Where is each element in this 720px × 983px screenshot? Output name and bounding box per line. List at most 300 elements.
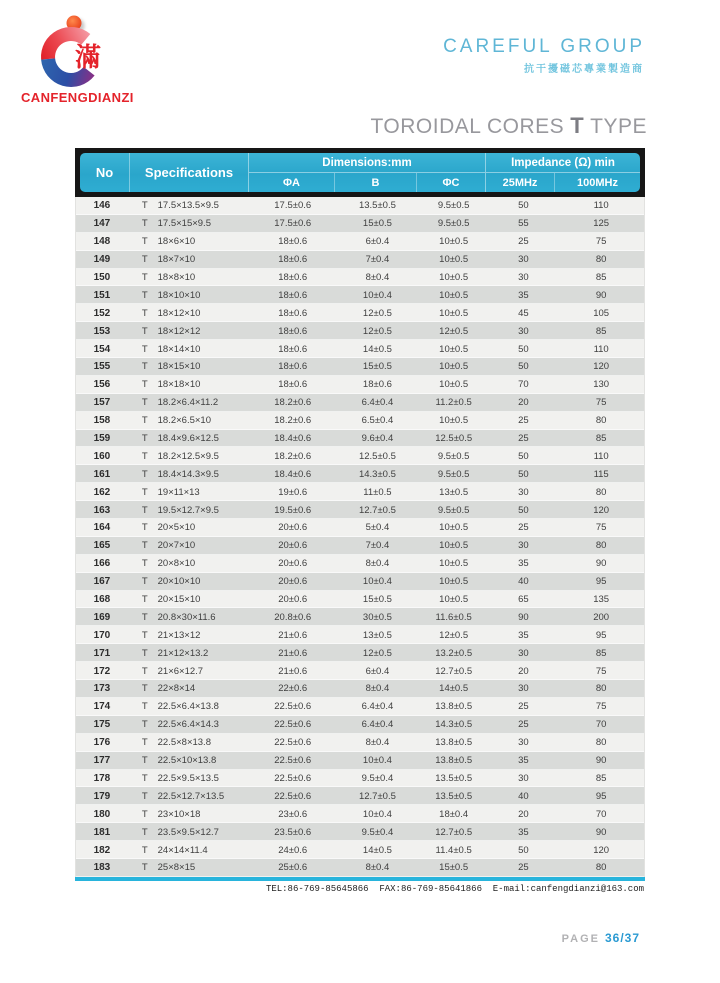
row-phi-c-cell: 10±0.5	[439, 415, 469, 427]
row-100mhz-cell: 120	[593, 504, 610, 516]
row-no-cell: 176	[93, 737, 111, 749]
row-25mhz-cell: 40	[518, 576, 529, 588]
table-row	[76, 215, 644, 233]
row-no-cell: 146	[93, 200, 111, 212]
row-100mhz-cell: 110	[593, 343, 609, 355]
spec-dimensions: 22.5×8×13.8	[157, 737, 211, 749]
row-phi-c-cell: 13.2±0.5	[435, 647, 473, 659]
header-no: No	[80, 153, 130, 192]
row-phi-c-cell: 9.5±0.5	[437, 468, 470, 480]
table-row	[76, 519, 644, 537]
company-tagline: 抗干擾磁芯專業製造商	[524, 64, 644, 75]
row-b-cell: 15±0.5	[362, 594, 392, 606]
table-row	[76, 412, 644, 430]
row-phi-c-cell: 9.5±0.5	[437, 450, 470, 462]
spec-type-prefix: T	[141, 486, 148, 498]
row-25mhz-cell: 30	[518, 272, 529, 283]
header-phi-c: ΦC	[417, 173, 486, 192]
spec-type-prefix: T	[141, 450, 148, 462]
table-body	[75, 197, 645, 877]
row-b-cell: 14±0.5	[362, 844, 392, 856]
row-phi-a-cell: 18.2±0.6	[274, 450, 312, 462]
row-b-cell: 14.3±0.5	[358, 468, 396, 480]
spec-dimensions: 18.4×9.6×12.5	[157, 433, 219, 445]
row-no-cell: 179	[93, 790, 111, 802]
spec-dimensions: 25×8×15	[157, 862, 196, 874]
row-b-cell: 10±0.4	[362, 289, 392, 301]
row-no-cell: 172	[93, 665, 111, 677]
row-no-cell: 147	[93, 218, 111, 230]
row-b-cell: 15±0.5	[362, 218, 392, 230]
row-25mhz-cell: 65	[518, 594, 529, 606]
spec-dimensions: 22.5×12.7×13.5	[157, 790, 225, 802]
row-25mhz-cell: 50	[518, 361, 529, 373]
row-phi-c-cell: 12±0.5	[439, 325, 469, 337]
row-spec-cell	[128, 644, 250, 662]
row-phi-a-cell: 18.4±0.6	[274, 468, 312, 480]
table-row	[76, 680, 644, 698]
row-25mhz-cell: 50	[518, 504, 529, 516]
row-spec-cell	[128, 573, 250, 591]
row-25mhz-cell: 35	[518, 289, 529, 301]
row-no-cell: 149	[93, 254, 111, 266]
row-25mhz-cell: 50	[518, 200, 529, 212]
table-row	[76, 859, 644, 877]
spec-type-prefix: T	[141, 289, 148, 301]
row-100mhz-cell: 85	[595, 647, 607, 659]
row-spec-cell	[128, 340, 250, 358]
page-label: PAGE	[561, 933, 600, 945]
row-25mhz-cell: 50	[518, 450, 529, 462]
table-row	[76, 734, 644, 752]
table-row	[76, 787, 644, 805]
table-row	[76, 233, 644, 251]
spec-type-prefix: T	[141, 433, 148, 445]
row-100mhz-cell: 135	[593, 594, 610, 606]
row-b-cell: 13±0.5	[362, 629, 392, 641]
row-100mhz-cell: 130	[593, 379, 610, 391]
row-phi-a-cell: 21±0.6	[278, 629, 308, 641]
row-25mhz-cell: 50	[518, 343, 529, 355]
header-25mhz: 25MHz	[486, 173, 555, 192]
row-phi-a-cell: 21±0.6	[278, 647, 308, 659]
row-25mhz-cell: 35	[518, 826, 529, 838]
row-spec-cell	[128, 304, 250, 322]
row-spec-cell	[128, 591, 250, 609]
spec-type-prefix: T	[141, 647, 148, 659]
row-phi-c-cell: 13±0.5	[439, 486, 469, 498]
row-phi-a-cell: 22.5±0.6	[274, 755, 312, 767]
row-spec-cell	[128, 269, 250, 287]
table-row	[76, 286, 644, 304]
row-b-cell: 12.5±0.5	[358, 450, 396, 462]
spec-type-prefix: T	[141, 629, 148, 641]
row-100mhz-cell: 120	[593, 844, 610, 856]
row-b-cell: 8±0.4	[365, 558, 390, 570]
row-phi-c-cell: 10±0.5	[439, 361, 469, 373]
spec-dimensions: 23.5×9.5×12.7	[157, 826, 219, 838]
spec-dimensions: 21×6×12.7	[157, 665, 204, 677]
spec-type-prefix: T	[141, 254, 148, 266]
row-b-cell: 10±0.4	[362, 755, 392, 767]
table-row	[76, 608, 644, 626]
spec-dimensions: 22.5×6.4×14.3	[157, 719, 219, 731]
row-phi-c-cell: 12.5±0.5	[435, 433, 473, 445]
row-25mhz-cell: 30	[518, 254, 529, 266]
spec-dimensions: 18×10×10	[157, 289, 201, 301]
header-dimensions-group: Dimensions:mm	[249, 153, 486, 173]
row-no-cell: 173	[93, 683, 111, 695]
row-no-cell: 152	[93, 307, 111, 319]
row-spec-cell	[128, 662, 250, 680]
row-25mhz-cell: 20	[518, 397, 529, 409]
row-phi-a-cell: 18±0.6	[278, 236, 308, 248]
spec-type-prefix: T	[141, 737, 148, 749]
row-spec-cell	[128, 197, 250, 215]
brand-name: CANFENGDIANZI	[21, 90, 134, 105]
row-no-cell: 155	[93, 361, 111, 373]
row-phi-a-cell: 22.5±0.6	[274, 701, 312, 713]
row-phi-a-cell: 20±0.6	[278, 540, 308, 552]
row-100mhz-cell: 95	[595, 576, 607, 588]
row-no-cell: 158	[93, 415, 111, 427]
row-100mhz-cell: 85	[595, 433, 607, 445]
row-spec-cell	[128, 608, 250, 626]
row-100mhz-cell: 110	[593, 450, 609, 462]
spec-type-prefix: T	[141, 200, 148, 212]
table-row	[76, 430, 644, 448]
row-phi-c-cell: 13.8±0.5	[435, 701, 473, 713]
row-no-cell: 171	[93, 647, 111, 659]
spec-dimensions: 18.2×6.5×10	[157, 415, 211, 427]
row-phi-c-cell: 13.5±0.5	[435, 772, 473, 784]
table-row	[76, 501, 644, 519]
row-100mhz-cell: 70	[595, 719, 607, 731]
spec-type-prefix: T	[141, 594, 148, 606]
spec-dimensions: 17.5×13.5×9.5	[157, 200, 219, 212]
row-phi-c-cell: 9.5±0.5	[437, 218, 470, 230]
row-spec-cell	[128, 626, 250, 644]
row-b-cell: 6.5±0.4	[361, 415, 394, 427]
logo-character: 滿	[74, 43, 102, 73]
spec-type-prefix: T	[141, 862, 148, 874]
table-row	[76, 358, 644, 376]
row-25mhz-cell: 30	[518, 325, 529, 337]
spec-type-prefix: T	[141, 611, 148, 623]
table-row	[76, 537, 644, 555]
table-row	[76, 752, 644, 770]
row-phi-c-cell: 11.4±0.5	[435, 844, 472, 856]
row-phi-c-cell: 13.5±0.5	[435, 790, 473, 802]
row-spec-cell	[128, 430, 250, 448]
row-spec-cell	[128, 501, 250, 519]
row-25mhz-cell: 70	[518, 379, 529, 391]
row-phi-a-cell: 21±0.6	[278, 665, 308, 677]
row-b-cell: 5±0.4	[365, 522, 390, 534]
row-spec-cell	[128, 537, 250, 555]
row-phi-c-cell: 9.5±0.5	[437, 200, 470, 212]
row-b-cell: 6.4±0.4	[361, 397, 394, 409]
row-no-cell: 169	[93, 611, 111, 623]
row-100mhz-cell: 80	[595, 415, 607, 427]
row-phi-c-cell: 14±0.5	[439, 683, 469, 695]
row-phi-c-cell: 13.8±0.5	[435, 755, 473, 767]
row-phi-c-cell: 11.6±0.5	[435, 611, 472, 623]
row-no-cell: 156	[93, 379, 111, 391]
page-title	[370, 113, 647, 139]
row-phi-a-cell: 20±0.6	[278, 576, 308, 588]
spec-dimensions: 18.4×14.3×9.5	[157, 468, 219, 480]
row-100mhz-cell: 80	[595, 540, 607, 552]
row-phi-a-cell: 25±0.6	[278, 862, 308, 874]
row-spec-cell	[128, 358, 250, 376]
row-phi-c-cell: 10±0.5	[439, 307, 469, 319]
row-b-cell: 14±0.5	[362, 343, 392, 355]
row-100mhz-cell: 90	[595, 289, 607, 301]
row-phi-c-cell: 14.3±0.5	[435, 719, 473, 731]
row-spec-cell	[128, 752, 250, 770]
row-no-cell: 165	[93, 540, 111, 552]
row-25mhz-cell: 35	[518, 755, 529, 767]
row-phi-c-cell: 10±0.5	[439, 343, 469, 355]
row-phi-c-cell: 11.2±0.5	[435, 397, 472, 409]
row-no-cell: 180	[93, 808, 111, 820]
row-no-cell: 167	[93, 576, 111, 588]
row-phi-a-cell: 24±0.6	[278, 844, 308, 856]
row-25mhz-cell: 25	[518, 415, 529, 427]
row-b-cell: 8±0.4	[365, 737, 390, 749]
row-phi-a-cell: 23±0.6	[278, 808, 308, 820]
spec-dimensions: 22.5×10×13.8	[157, 755, 217, 767]
row-100mhz-cell: 200	[593, 611, 610, 623]
row-100mhz-cell: 85	[595, 272, 607, 283]
row-spec-cell	[128, 680, 250, 698]
row-phi-a-cell: 18±0.6	[278, 325, 308, 337]
row-100mhz-cell: 95	[595, 790, 607, 802]
row-phi-a-cell: 18±0.6	[278, 289, 308, 301]
row-spec-cell	[128, 805, 250, 823]
row-b-cell: 12.7±0.5	[358, 790, 396, 802]
page-indicator	[562, 929, 640, 947]
row-spec-cell	[128, 483, 250, 501]
row-25mhz-cell: 25	[518, 522, 529, 534]
row-no-cell: 161	[93, 468, 111, 480]
row-25mhz-cell: 55	[518, 218, 529, 230]
row-phi-a-cell: 18±0.6	[278, 254, 308, 266]
row-100mhz-cell: 80	[595, 683, 607, 695]
row-phi-a-cell: 20.8±0.6	[274, 611, 312, 623]
row-no-cell: 183	[93, 862, 111, 874]
spec-dimensions: 22.5×9.5×13.5	[157, 772, 219, 784]
row-phi-c-cell: 10±0.5	[439, 289, 469, 301]
header-phi-a: ΦA	[249, 173, 335, 192]
row-phi-a-cell: 18±0.6	[278, 272, 308, 283]
spec-type-prefix: T	[141, 415, 148, 427]
row-100mhz-cell: 95	[595, 629, 607, 641]
row-spec-cell	[128, 412, 250, 430]
row-100mhz-cell: 90	[595, 558, 607, 570]
table-row	[76, 322, 644, 340]
row-no-cell: 159	[93, 433, 111, 445]
spec-type-prefix: T	[141, 683, 148, 695]
spec-dimensions: 18×15×10	[157, 361, 201, 373]
row-no-cell: 151	[93, 289, 111, 301]
header-b: B	[335, 173, 417, 192]
row-phi-c-cell: 9.5±0.5	[437, 504, 470, 516]
row-spec-cell	[128, 447, 250, 465]
row-phi-c-cell: 12.7±0.5	[435, 826, 473, 838]
row-b-cell: 11±0.5	[363, 486, 392, 498]
spec-dimensions: 20×15×10	[157, 594, 201, 606]
row-no-cell: 178	[93, 772, 111, 784]
row-phi-a-cell: 19±0.6	[278, 486, 308, 498]
row-spec-cell	[128, 215, 250, 233]
row-b-cell: 30±0.5	[362, 611, 392, 623]
spec-dimensions: 18×6×10	[157, 236, 196, 248]
spec-dimensions: 24×14×11.4	[157, 844, 208, 856]
row-25mhz-cell: 30	[518, 540, 529, 552]
row-spec-cell	[128, 787, 250, 805]
row-25mhz-cell: 20	[518, 808, 529, 820]
spec-type-prefix: T	[141, 343, 148, 355]
row-phi-a-cell: 20±0.6	[278, 558, 308, 570]
page-number: 36/37	[604, 931, 640, 945]
row-no-cell: 177	[93, 755, 111, 767]
header-impedance-group: Impedance (Ω) min	[486, 153, 640, 173]
row-100mhz-cell: 105	[593, 307, 610, 319]
row-phi-a-cell: 18±0.6	[278, 307, 308, 319]
header-100mhz: 100MHz	[577, 176, 618, 189]
row-no-cell: 174	[93, 701, 111, 713]
row-phi-a-cell: 17.5±0.6	[274, 200, 312, 212]
row-25mhz-cell: 40	[518, 790, 529, 802]
spec-type-prefix: T	[141, 790, 148, 802]
row-b-cell: 7±0.4	[365, 540, 390, 552]
row-phi-a-cell: 19.5±0.6	[274, 504, 312, 516]
row-phi-c-cell: 18±0.4	[439, 808, 469, 820]
spec-dimensions: 18×7×10	[157, 254, 196, 266]
row-phi-a-cell: 20±0.6	[278, 594, 308, 606]
row-b-cell: 6.4±0.4	[361, 719, 394, 731]
spec-type-prefix: T	[141, 522, 148, 534]
row-phi-c-cell: 10±0.5	[439, 540, 469, 552]
row-spec-cell	[128, 322, 250, 340]
row-25mhz-cell: 25	[518, 701, 529, 713]
row-no-cell: 168	[93, 594, 111, 606]
row-spec-cell	[128, 519, 250, 537]
row-phi-c-cell: 10±0.5	[439, 379, 469, 391]
spec-type-prefix: T	[141, 307, 148, 319]
table-row	[76, 626, 644, 644]
spec-dimensions: 18×8×10	[157, 272, 196, 283]
row-phi-c-cell: 12.7±0.5	[435, 665, 473, 677]
row-spec-cell	[128, 286, 250, 304]
row-spec-cell	[128, 251, 250, 269]
table-row	[76, 197, 644, 215]
row-b-cell: 6.4±0.4	[361, 701, 394, 713]
spec-type-prefix: T	[141, 665, 148, 677]
row-no-cell: 160	[93, 450, 111, 462]
row-phi-a-cell: 22.5±0.6	[274, 772, 312, 784]
spec-dimensions: 18×18×10	[157, 379, 201, 391]
row-spec-cell	[128, 555, 250, 573]
spec-type-prefix: T	[141, 844, 148, 856]
row-b-cell: 9.6±0.4	[361, 433, 394, 445]
table-row	[76, 716, 644, 734]
spec-type-prefix: T	[141, 701, 148, 713]
page-title-main: TOROIDAL CORES	[370, 115, 565, 138]
table-row	[76, 573, 644, 591]
spec-dimensions: 18.2×6.4×11.2	[157, 397, 219, 409]
row-phi-c-cell: 10±0.5	[439, 576, 469, 588]
spec-type-prefix: T	[141, 755, 148, 767]
table-row	[76, 591, 644, 609]
spec-dimensions: 20×10×10	[157, 576, 201, 588]
row-spec-cell	[128, 394, 250, 412]
spec-dimensions: 18.2×12.5×9.5	[157, 450, 219, 462]
row-100mhz-cell: 90	[595, 826, 607, 838]
row-phi-a-cell: 18.4±0.6	[274, 433, 312, 445]
row-no-cell: 166	[93, 558, 111, 570]
row-b-cell: 6±0.4	[365, 665, 390, 677]
row-25mhz-cell: 30	[518, 737, 529, 749]
row-no-cell: 162	[93, 486, 111, 498]
row-no-cell: 164	[93, 522, 111, 534]
row-100mhz-cell: 75	[595, 522, 607, 534]
row-phi-a-cell: 17.5±0.6	[274, 218, 312, 230]
row-25mhz-cell: 25	[518, 719, 529, 731]
table-row	[76, 770, 644, 788]
row-no-cell: 181	[93, 826, 111, 838]
table-row	[76, 251, 644, 269]
spec-dimensions: 20.8×30×11.6	[157, 611, 216, 623]
row-spec-cell	[128, 823, 250, 841]
row-25mhz-cell: 30	[518, 772, 529, 784]
row-100mhz-cell: 125	[593, 218, 610, 230]
row-phi-c-cell: 10±0.5	[439, 522, 469, 534]
row-25mhz-cell: 50	[518, 468, 529, 480]
table-row	[76, 823, 644, 841]
row-phi-a-cell: 20±0.6	[278, 522, 308, 534]
table-row	[76, 304, 644, 322]
row-25mhz-cell: 25	[518, 236, 529, 248]
row-phi-a-cell: 18.2±0.6	[274, 397, 312, 409]
row-spec-cell	[128, 716, 250, 734]
row-b-cell: 9.5±0.4	[361, 772, 394, 784]
spec-dimensions: 20×8×10	[157, 558, 196, 570]
row-spec-cell	[128, 859, 250, 877]
row-phi-c-cell: 10±0.5	[439, 272, 469, 283]
row-25mhz-cell: 45	[518, 307, 529, 319]
spec-dimensions: 21×12×13.2	[157, 647, 209, 659]
table-row	[76, 340, 644, 358]
row-phi-c-cell: 10±0.5	[439, 558, 469, 570]
row-b-cell: 10±0.4	[362, 576, 392, 588]
spec-dimensions: 18×14×10	[157, 343, 201, 355]
table-row	[76, 376, 644, 394]
spec-dimensions: 20×7×10	[157, 540, 196, 552]
page-title-letter: T	[570, 113, 585, 138]
row-b-cell: 6±0.4	[365, 236, 390, 248]
row-100mhz-cell: 80	[595, 862, 607, 874]
row-b-cell: 8±0.4	[365, 683, 390, 695]
row-b-cell: 12±0.5	[362, 647, 392, 659]
row-no-cell: 182	[93, 844, 111, 856]
row-no-cell: 154	[93, 343, 111, 355]
row-100mhz-cell: 75	[595, 701, 607, 713]
spec-dimensions: 18×12×12	[157, 325, 201, 337]
table-header	[80, 153, 640, 192]
